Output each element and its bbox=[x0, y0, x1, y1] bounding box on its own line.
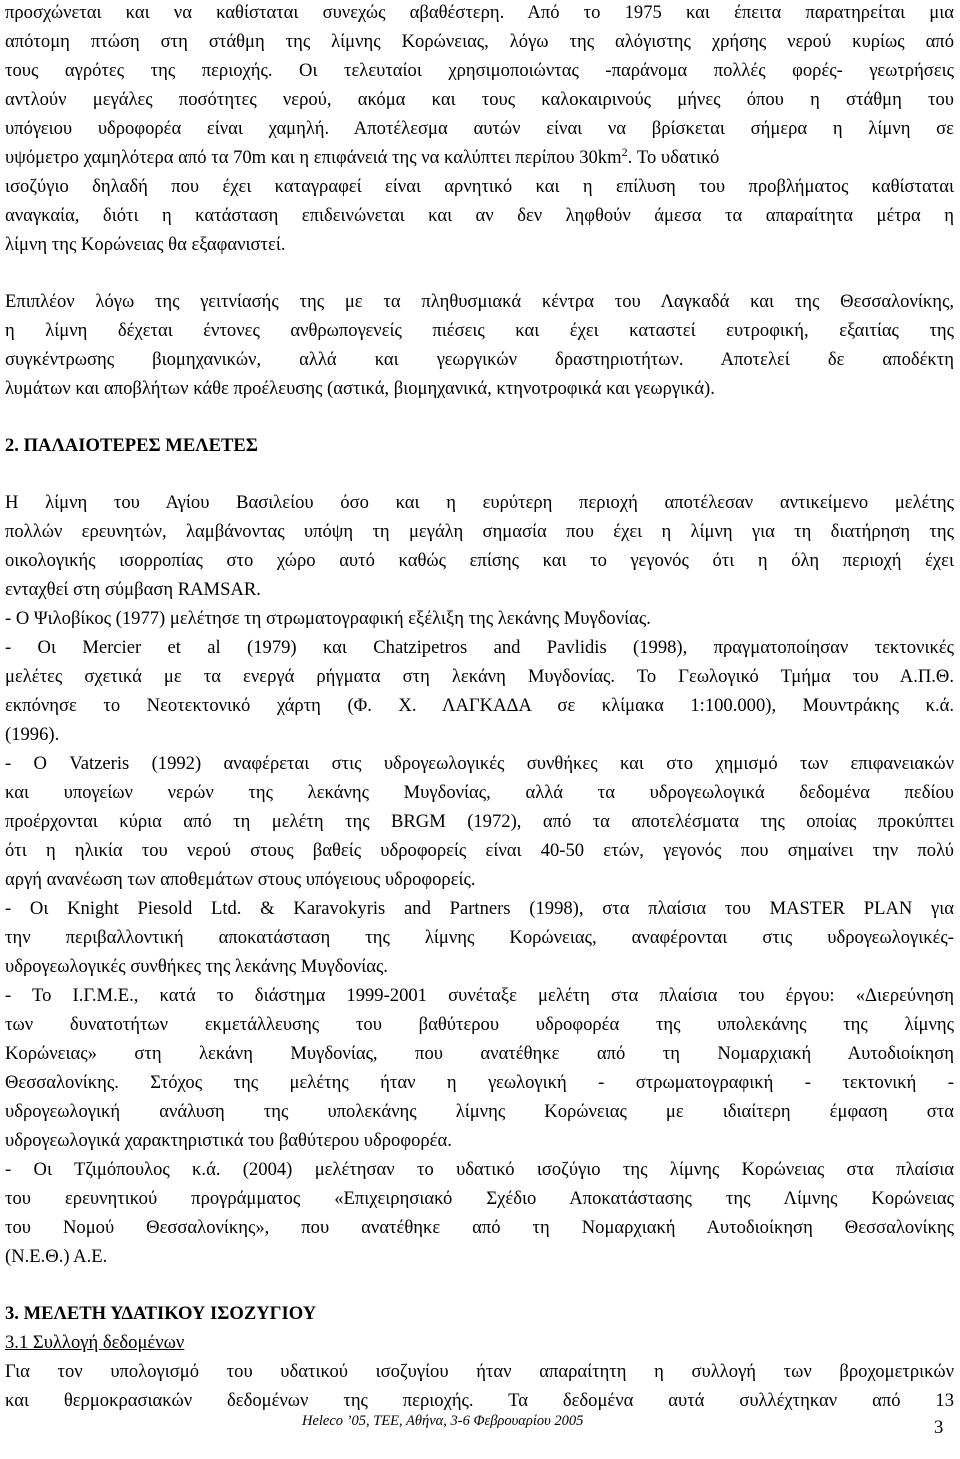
text-line: συγκέντρωσης βιομηχανικών, αλλά και γεωργικών δραστηριοτήτων. Αποτελεί δε αποδέκτη bbox=[5, 349, 954, 370]
text-line: - Οι Knight Piesold Ltd. & Karavokyris and Partners (1998), στα πλαίσια του MASTER PLAN για bbox=[5, 898, 954, 919]
text-fragment: . Το υδατικό bbox=[627, 147, 720, 168]
text-line: η λίμνη δέχεται έντονες ανθρωπογενείς πιέσεις και έχει καταστεί ευτροφική, εξαιτίας της bbox=[5, 320, 954, 341]
text-line: υδρογεωλογικά χαρακτηριστικά του βαθύτερου υδροφορέα. bbox=[5, 1130, 452, 1151]
text-line: λίμνη της Κορώνειας θα εξαφανιστεί. bbox=[5, 234, 286, 255]
text-line: των δυνατοτήτων εκμετάλλευσης του βαθύτερου υδροφορέα της υπολεκάνης της λίμνης bbox=[5, 1014, 954, 1035]
text-line: Θεσσαλονίκης. Στόχος της μελέτης ήταν η γεωλογική - στρωματογραφική - τεκτονική - bbox=[5, 1072, 954, 1093]
text-line: αντλούν μεγάλες ποσότητες νερού, ακόμα και τους καλοκαιρινούς μήνες όπου η στάθμη του bbox=[5, 89, 954, 110]
section-heading-previous-studies: 2. ΠΑΛΑΙΟΤΕΡΕΣ ΜΕΛΕΤΕΣ bbox=[5, 435, 258, 456]
text-line: του ερευνητικού προγράμματος «Επιχειρησιακό Σχέδιο Αποκατάστασης της Λίμνης Κορώνειας bbox=[5, 1188, 954, 1209]
text-line: ισοζύγιο δηλαδή που έχει καταγραφεί είναι αρνητικό και η επίλυση του προβλήματος καθίσταται bbox=[5, 176, 954, 197]
text-line: οικολογικής ισορροπίας στο χώρο αυτό καθώς επίσης και το γεγονός ότι η όλη περιοχή έχει bbox=[5, 550, 954, 571]
page-footer bbox=[0, 1411, 960, 1441]
text-line: υδρογεωλογική ανάλυση της υπολεκάνης λίμνης Κορώνειας με ιδιαίτερη έμφαση στα bbox=[5, 1101, 954, 1122]
text-line: λυμάτων και αποβλήτων κάθε προέλευσης (αστικά, βιομηχανικά, κτηνοτροφικά και γεωργικά). bbox=[5, 378, 715, 399]
text-line: και υπογείων νερών της λεκάνης Μυγδονίας, αλλά τα υδρογεωλογικά δεδομένα πεδίου bbox=[5, 782, 954, 803]
text-line: αναγκαία, διότι η κατάσταση επιδεινώνεται και αν δεν ληφθούν άμεσα τα απαραίτητα μέτρα η bbox=[5, 205, 954, 226]
page-number: 3 bbox=[934, 1417, 944, 1438]
text-line: Η λίμνη του Αγίου Βασιλείου όσο και η ευρύτερη περιοχή αποτέλεσαν αντικείμενο μελέτης bbox=[5, 492, 954, 513]
text-line: μελέτες σχετικά με τα ενεργά ρήγματα στη λεκάνη Μυγδονίας. Το Γεωλογικό Τμήμα του Α.Π.Θ. bbox=[5, 666, 954, 687]
text-line: τους αγρότες της περιοχής. Οι τελευταίοι χρησιμοποιώντας -παράνομα πολλές φορές- γεωτρήσεις bbox=[5, 60, 954, 81]
text-line: υπόγειου υδροφορέα είναι χαμηλή. Αποτέλεσμα αυτών είναι να βρίσκεται σήμερα η λίμνη σε bbox=[5, 118, 954, 139]
text-line: Κορώνειας» στη λεκάνη Μυγδονίας, που ανατέθηκε από τη Νομαρχιακή Αυτοδιοίκηση bbox=[5, 1043, 954, 1064]
text-line: αργή ανανέωση των αποθεμάτων στους υπόγειους υδροφορείς. bbox=[5, 869, 476, 890]
subsection-heading-data-collection: 3.1 Συλλογή δεδομένων bbox=[5, 1332, 185, 1353]
text-line: προέρχονται κύρια από τη μελέτη της BRGM (1972), από τα αποτελέσματα της οποίας προκύπτει bbox=[5, 811, 954, 832]
text-line: Για τον υπολογισμό του υδατικού ισοζυγίου ήταν απαραίτητη η συλλογή των βροχομετρικών bbox=[5, 1361, 954, 1382]
text-line: προσχώνεται και να καθίσταται συνεχώς αβαθέστερη. Από το 1975 και έπειτα παρατηρείται μια bbox=[5, 2, 954, 23]
text-line: εκπόνησε το Νεοτεκτονικό χάρτη (Φ. Χ. ΛΑΓΚΑΔΑ σε κλίμακα 1:100.000), Μουντράκης κ.ά. bbox=[5, 695, 954, 716]
superscript-2: 2 bbox=[621, 145, 628, 159]
text-line: - Το Ι.Γ.Μ.Ε., κατά το διάστημα 1999-2001 συνέταξε μελέτη στα πλαίσια του έργου: «Διερεύνηση bbox=[5, 985, 954, 1006]
footer-conference-text: Heleco ’05, ΤΕΕ, Αθήνα, 3-6 Φεβρουαρίου 2005 bbox=[302, 1413, 584, 1429]
text-line: υδρογεωλογικές συνθήκες της λεκάνης Μυγδονίας. bbox=[5, 956, 388, 977]
text-line: και θερμοκρασιακών δεδομένων της περιοχής. Τα δεδομένα αυτά συλλέχτηκαν από 13 bbox=[5, 1390, 954, 1411]
text-line: πολλών ερευνητών, λαμβάνοντας υπόψη τη μεγάλη σημασία που έχει η λίμνη για τη διατήρηση της bbox=[5, 521, 954, 542]
text-fragment: υψόμετρο χαμηλότερα από τα 70m και η επιφάνειά της να καλύπτει περίπου 30km bbox=[5, 147, 622, 168]
text-line: - Ο Vatzeris (1992) αναφέρεται στις υδρογεωλογικές συνθήκες και στο χημισμό των επιφανειακών bbox=[5, 753, 954, 774]
text-line: ότι η ηλικία του νερού στους βαθείς υδροφορείς είναι 40-50 ετών, γεγονός που σημαίνει την πολύ bbox=[5, 840, 954, 861]
section-heading-water-balance: 3. ΜΕΛΕΤΗ ΥΔΑΤΙΚΟΥ ΙΣΟΖΥΓΙΟΥ bbox=[5, 1303, 317, 1324]
text-line: - Οι Τζιμόπουλος κ.ά. (2004) μελέτησαν το υδατικό ισοζύγιο της λίμνης Κορώνειας στα πλαίσια bbox=[5, 1159, 954, 1180]
text-line: - Οι Mercier et al (1979) και Chatzipetros and Pavlidis (1998), πραγματοποίησαν τεκτονικές bbox=[5, 637, 954, 658]
text-line: την περιβαλλοντική αποκατάσταση της λίμνης Κορώνειας, αναφέρονται στις υδρογεωλογικές- bbox=[5, 927, 954, 948]
text-line: ενταχθεί στη σύμβαση RAMSAR. bbox=[5, 579, 261, 600]
text-line: (Ν.Ε.Θ.) Α.Ε. bbox=[5, 1246, 108, 1267]
text-line bbox=[5, 145, 954, 171]
text-line: (1996). bbox=[5, 724, 60, 745]
text-line: - Ο Ψιλοβίκος (1977) μελέτησε τη στρωματογραφική εξέλιξη της λεκάνης Μυγδονίας. bbox=[5, 608, 651, 629]
text-line: Επιπλέον λόγω της γειτνίασής της με τα πληθυσμιακά κέντρα του Λαγκαδά και της Θεσσαλονίκης, bbox=[5, 291, 954, 312]
text-line: του Νομού Θεσσαλονίκης», που ανατέθηκε από τη Νομαρχιακή Αυτοδιοίκηση Θεσσαλονίκης bbox=[5, 1217, 954, 1238]
text-line: απότομη πτώση στη στάθμη της λίμνης Κορώνειας, λόγω της αλόγιστης χρήσης νερού κυρίως από bbox=[5, 31, 954, 52]
